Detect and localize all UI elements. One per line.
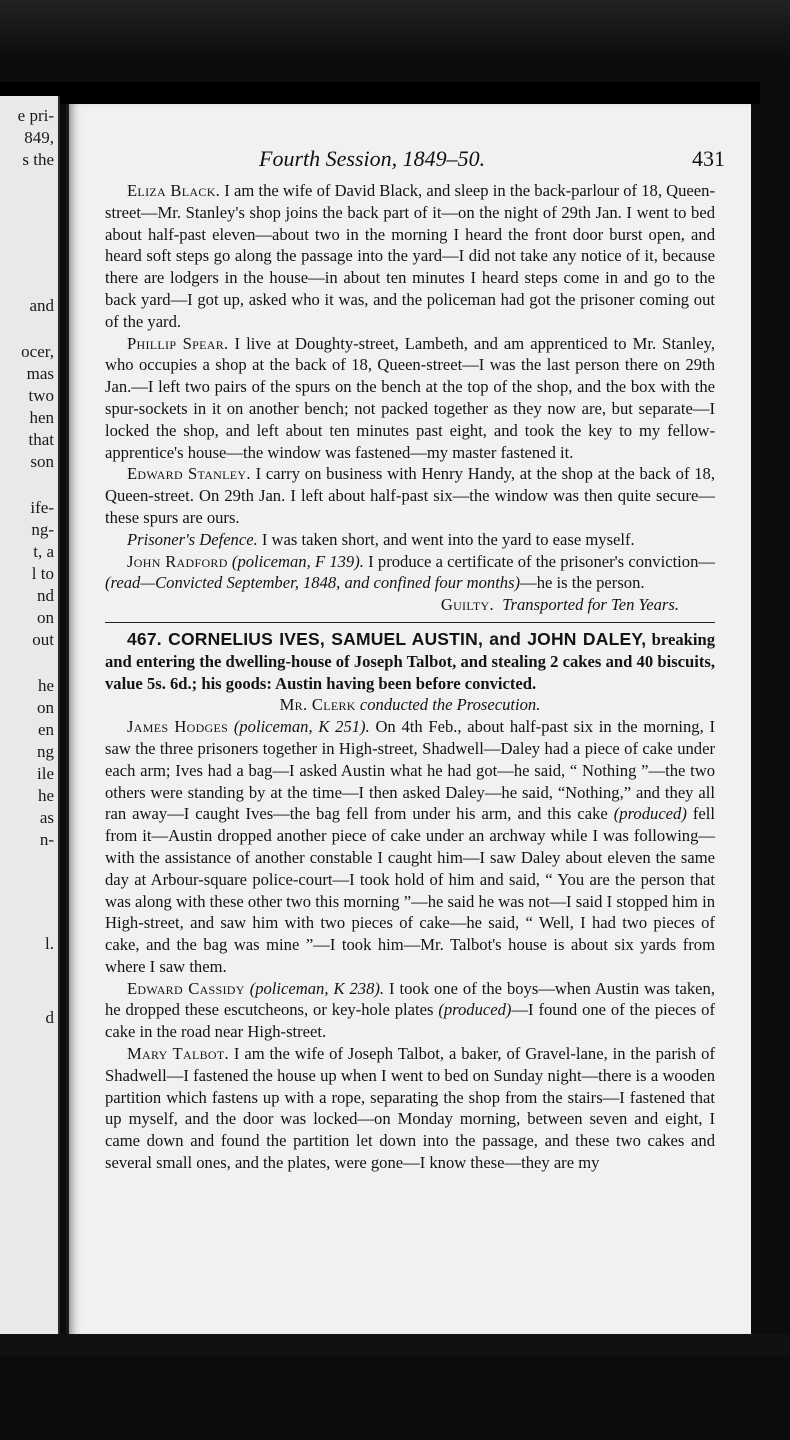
defence-paragraph: [105, 529, 715, 551]
witness-name: John Radford: [127, 551, 228, 571]
left-fragment: he: [37, 676, 54, 695]
section-divider: [105, 622, 715, 623]
witness-role: (policeman, K 238).: [244, 978, 385, 998]
witness-name: Eliza Black.: [127, 181, 221, 200]
page-number: 431: [692, 146, 725, 171]
left-fragment: 849,: [24, 128, 54, 147]
left-fragment: ile: [37, 764, 54, 783]
case-charge: breaking and entering the dwelling-house of Joseph Talbot, and stealing 2 cakes and 40 biscuits, value 5s. 6d.; his goods: Austin having been before convicted.: [105, 629, 716, 693]
witness-name: Edward Cassidy: [127, 978, 245, 998]
verdict-line: [105, 594, 715, 616]
testimony-paragraph: [105, 551, 715, 595]
testimony-text: I took one of the boys—when Austin was taken, he dropped these escutcheons, or key-hole plates: [105, 978, 715, 1020]
left-fragment: t, a: [33, 542, 54, 561]
witness-name: Edward Stanley.: [127, 464, 251, 484]
left-fragment: l.: [45, 934, 54, 953]
left-fragment: mas: [26, 364, 54, 383]
left-fragment: on: [37, 608, 54, 627]
left-fragment: and: [29, 296, 54, 315]
left-fragment: s the: [22, 150, 54, 169]
witness-name: James Hodges: [127, 717, 229, 737]
left-fragment: as: [39, 808, 54, 827]
left-page-margin: [0, 96, 60, 1342]
page-body: [105, 180, 715, 1174]
scan-top-background: [0, 0, 790, 60]
page-header: [69, 146, 751, 174]
case-number: 467. CORNELIUS IVES, SAMUEL AUSTIN, and JOHN DALEY,: [127, 628, 647, 649]
counsel-name: Mr. Clerk: [279, 695, 356, 715]
testimony-paragraph: [105, 978, 715, 1043]
witness-role: (policeman, K 251).: [228, 717, 370, 737]
testimony-text: I am the wife of David Black, and sleep in the back-parlour of 18, Queen-street—Mr. Stanley's shop joins the back part of it—on the night of 29th Jan. I went to bed about half-past eleven—about two in the morning I heard the front door burst open, and heard soft steps go along the passage into the yard—I did not take any notice of it, because there are lodgers in the house—in about ten minutes I heard steps come in and go to the back yard—I got up, asked who it was, and the policeman had got the prisoner coming out of the yard.: [105, 181, 715, 331]
testimony-italic: (produced): [438, 1000, 512, 1020]
testimony-italic: (produced): [613, 804, 687, 824]
book-spine-band: [0, 82, 760, 104]
testimony-text: —he is the person.: [520, 573, 645, 593]
left-fragment: out: [32, 630, 54, 649]
testimony-text: On 4th Feb., about half-past six in the morning, I saw the three prisoners together in High-street, Shadwell—Daley had a piece of cake under each arm; Ives had a bag—I asked Austin what he had got—he said, “ Nothing ”—the two others were standing by at the time—I then asked Daley—he said, “Nothing,” and they all ran away—I caught Ives—the bag fell from under his arm, and this cake: [105, 717, 716, 824]
defence-label: Prisoner's Defence.: [127, 529, 258, 549]
left-fragment: d: [45, 1008, 54, 1027]
book-page: [66, 104, 751, 1336]
witness-name: Mary Talbot.: [127, 1044, 229, 1064]
verdict: Guilty.: [440, 595, 494, 615]
defence-text: I was taken short, and went into the yard to ease myself.: [257, 529, 635, 549]
running-title: Fourth Session, 1849–50.: [259, 146, 486, 171]
case-heading: [105, 629, 715, 694]
sentence: Transported for Ten Years.: [502, 595, 679, 615]
testimony-italic: (read—Convicted September, 1848, and confined four months): [105, 573, 521, 593]
left-fragment: son: [30, 452, 54, 471]
left-fragment: on: [37, 698, 54, 717]
left-fragment: two: [28, 386, 54, 405]
left-fragment: ng-: [31, 520, 54, 539]
testimony-paragraph: [105, 463, 715, 528]
left-fragment: he: [37, 786, 54, 805]
testimony-text: I am the wife of Joseph Talbot, a baker, of Gravel-lane, in the parish of Shadwell—I fastened the house up when I went to bed on Sunday night—there is a wooden partition which fastens up with a rope, separating the shop from the stairs—I fastened that up myself, and the door was locked—on Monday morning, between seven and eight, I came down and found the partition let down into the passage, and these two cakes and several small ones, and the plates, were gone—I know these—they are my: [105, 1044, 715, 1173]
testimony-paragraph: [105, 716, 715, 978]
testimony-text: I carry on business with Henry Handy, at the shop at the back of 18, Queen-street. On 29th Jan. I left about half-past six—the window was then quite secure—these spurs are ours.: [105, 464, 715, 527]
testimony-text: fell from it—Austin dropped another piece of cake under an archway while I was following—with the assistance of another constable I caught him—I saw Daley about eleven the same day at Arbour-square police-court—I took hold of him and said, “ You are the person that was along with these other two this morning ”—he said he was not—I said I stopped him in High-street, and saw him with two pieces of cake—he said, “ Well, I had two pieces of cake, and the bag was mine ”—I took him—Mr. Talbot's house is about six yards from where I saw them.: [105, 804, 715, 976]
witness-role: (policeman, F 139).: [227, 551, 364, 571]
left-fragment: en: [37, 720, 54, 739]
left-fragment: nd: [37, 586, 54, 605]
left-fragment: hen: [29, 408, 54, 427]
testimony-paragraph: [105, 333, 715, 464]
witness-name: Phillip Spear.: [127, 333, 229, 353]
testimony-text: I produce a certificate of the prisoner's conviction—: [363, 551, 715, 571]
left-fragment: l to: [31, 564, 54, 583]
counsel-line: [105, 694, 715, 716]
left-fragment: n-: [39, 830, 54, 849]
left-fragment: ife-: [30, 498, 54, 517]
left-fragment: ng: [37, 742, 54, 761]
counsel-text: conducted the Prosecution.: [355, 695, 541, 715]
testimony-paragraph: [105, 1043, 715, 1174]
testimony-paragraph: [105, 180, 715, 333]
left-fragment: that: [28, 430, 54, 449]
testimony-text: I live at Doughty-street, Lambeth, and am apprenticed to Mr. Stanley, who occupies a shop at the back of 18, Queen-street—I was the last person there on 29th Jan.—I left two pairs of the spurs on the bench at the top of the shop, and the box with the spur-sockets in it on another bench; not packed together as they now are, but separate—I locked the shop, and left about ten minutes past eight, and took the key to my fellow-apprentice's house—the window was fastened—my master fastened it.: [105, 333, 716, 462]
scan-bottom-band: [0, 1334, 790, 1356]
left-fragment: ocer,: [21, 342, 54, 361]
testimony-text: —I found one of the pieces of cake in the road near High-street.: [105, 1000, 715, 1042]
left-fragment: e pri-: [17, 106, 54, 125]
